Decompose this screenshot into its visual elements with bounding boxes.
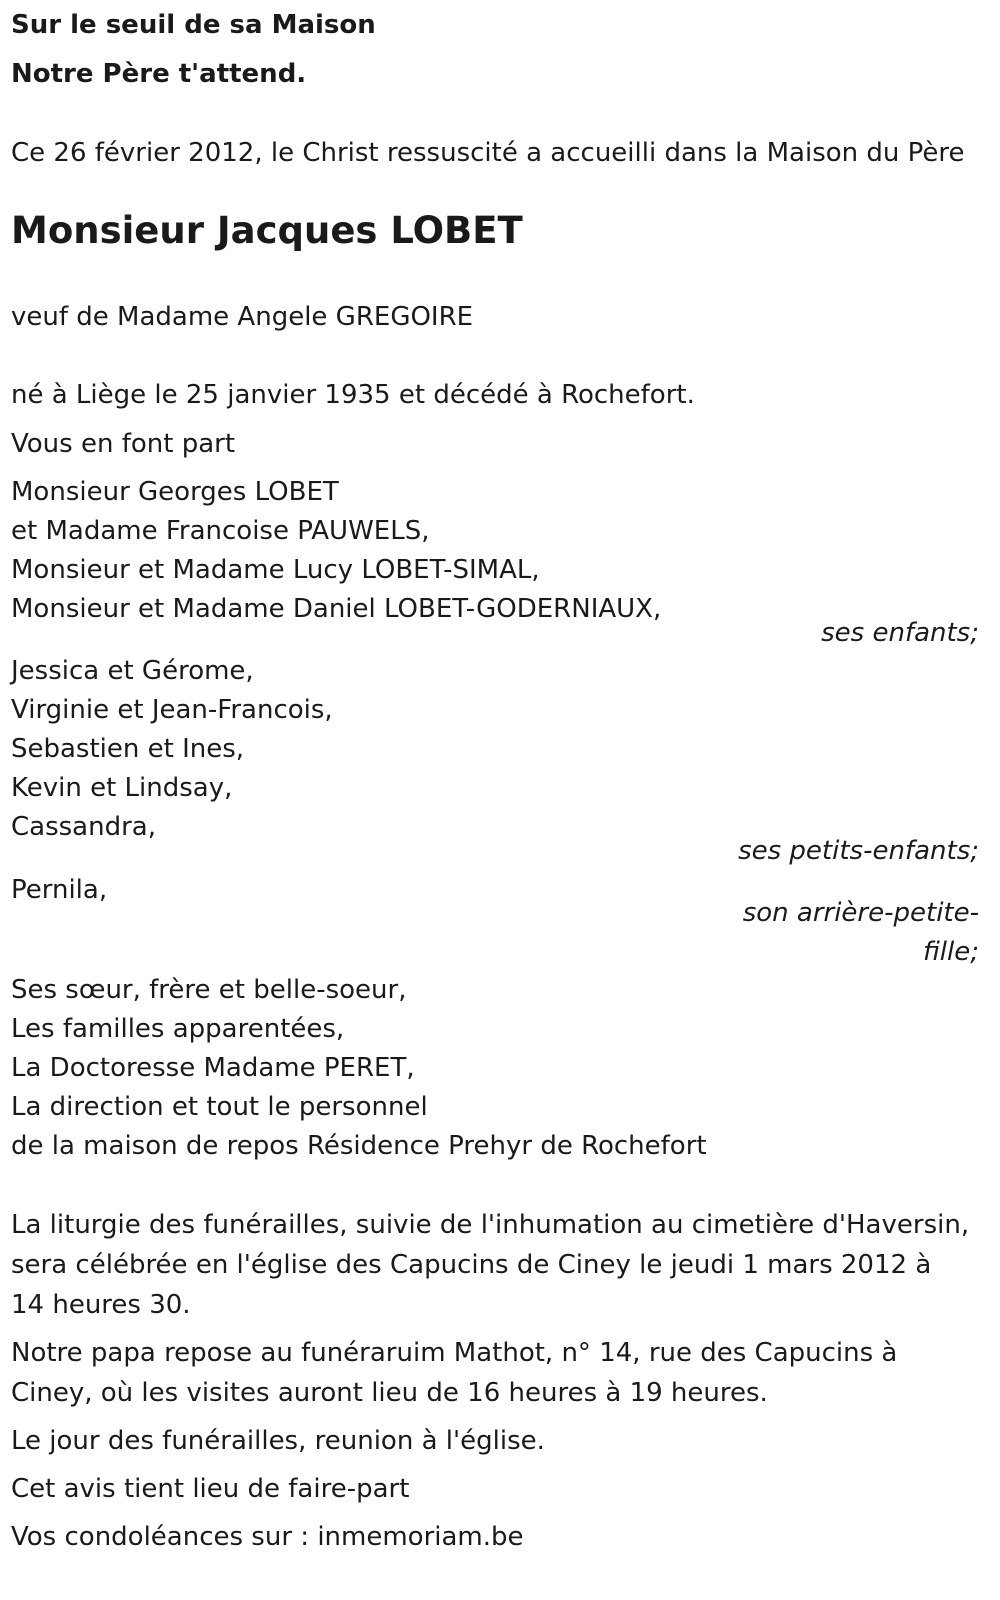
child-line: Monsieur Georges LOBET	[11, 477, 339, 507]
rest-text: Notre papa repose au funéraruim Mathot, n° 14, rue des Capucins à Ciney, où les visites auront lieu de 16 heures à 19 heures.	[11, 1338, 898, 1408]
announcement-text: Ce 26 février 2012, le Christ ressuscité a accueilli dans la Maison du Père	[11, 138, 965, 168]
notice-text: Cet avis tient lieu de faire-part	[11, 1474, 410, 1504]
widower-text: veuf de Madame Angele GREGOIRE	[11, 302, 474, 332]
child-line: Monsieur et Madame Daniel LOBET-GODERNIAUX,	[11, 594, 662, 624]
meeting-text: Le jour des funérailles, reunion à l'église.	[11, 1426, 545, 1456]
grandchild-line: Jessica et Gérome,	[11, 656, 254, 686]
condolences-text: Vos condoléances sur : inmemoriam.be	[11, 1522, 524, 1552]
family-line: Les familles apparentées,	[11, 1014, 345, 1044]
intro-text: Vous en font part	[11, 429, 236, 459]
family-line: Ses sœur, frère et belle-soeur,	[11, 975, 407, 1005]
child-line: et Madame Francoise PAUWELS,	[11, 516, 430, 546]
family-line: de la maison de repos Résidence Prehyr de Rochefort	[11, 1131, 707, 1161]
great-grandchild-role-line-2: fille;	[923, 937, 979, 967]
epigraph-line-2: Notre Père t'attend.	[11, 59, 307, 89]
great-grandchild-line: Pernila,	[11, 875, 108, 905]
epigraph-line-1: Sur le seuil de sa Maison	[11, 10, 376, 40]
grandchild-line: Cassandra,	[11, 812, 156, 842]
birth-death-text: né à Liège le 25 janvier 1935 et décédé à Rochefort.	[11, 380, 695, 410]
child-line: Monsieur et Madame Lucy LOBET-SIMAL,	[11, 555, 540, 585]
liturgy-text: La liturgie des funérailles, suivie de l'inhumation au cimetière d'Haversin, sera célébrée en l'église des Capucins de Ciney le jeudi 1 mars 2012 à 14 heures 30.	[11, 1210, 970, 1320]
great-grandchild-role-line-1: son arrière-petite-	[742, 898, 979, 928]
grandchildren-role: ses petits-enfants;	[738, 836, 979, 866]
deceased-name: Monsieur Jacques LOBET	[11, 209, 523, 252]
children-role: ses enfants;	[821, 618, 979, 648]
grandchild-line: Sebastien et Ines,	[11, 734, 245, 764]
family-line: La direction et tout le personnel	[11, 1092, 428, 1122]
grandchild-line: Kevin et Lindsay,	[11, 773, 233, 803]
family-line: La Doctoresse Madame PERET,	[11, 1053, 415, 1083]
grandchild-line: Virginie et Jean-Francois,	[11, 695, 333, 725]
